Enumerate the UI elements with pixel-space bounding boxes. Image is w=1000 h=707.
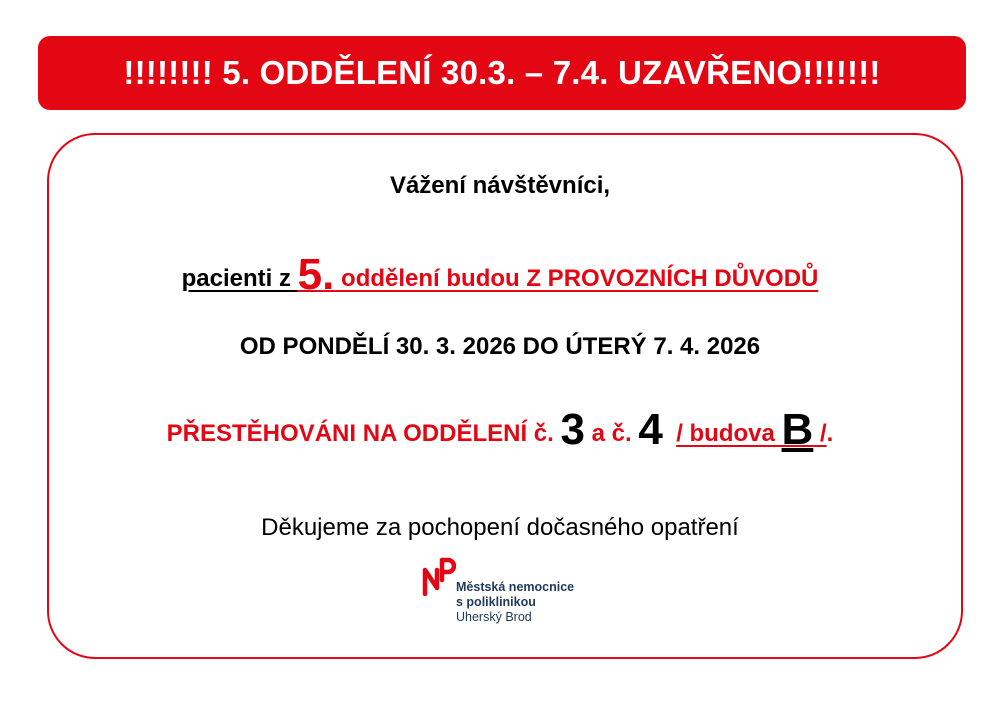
relocation-line bbox=[0, 250, 1000, 300]
building-group bbox=[676, 405, 827, 454]
hospital-logo bbox=[422, 554, 602, 629]
logo-line-2: s poliklinikou bbox=[456, 595, 536, 609]
patients-prefix-text: pacienti z bbox=[181, 265, 298, 292]
hospital-logo-mark-icon bbox=[422, 556, 456, 596]
ward-number: 5. bbox=[297, 250, 335, 299]
destination-line bbox=[0, 405, 1000, 455]
destination-end: . bbox=[826, 420, 834, 447]
greeting: Vážení návštěvníci, bbox=[389, 172, 611, 199]
destination-mid: a č. bbox=[584, 420, 639, 447]
patients-prefix bbox=[182, 265, 298, 292]
hospital-logo-text bbox=[456, 580, 574, 625]
ward-3: 3 bbox=[560, 405, 585, 454]
logo-line-3: Uherský Brod bbox=[456, 610, 532, 624]
building-prefix: / budova bbox=[676, 420, 782, 447]
ward-4: 4 bbox=[638, 405, 663, 454]
ward-number-underline bbox=[297, 250, 819, 299]
closure-banner bbox=[38, 36, 966, 110]
building-suffix: / bbox=[813, 420, 827, 447]
building-letter: B bbox=[781, 405, 814, 454]
banner-text: !!!!!!!! 5. ODDĚLENÍ 30.3. – 7.4. UZAVŘENO!!!!!!! bbox=[123, 54, 881, 91]
destination-prefix: PŘESTĚHOVÁNI NA ODDĚLENÍ č. bbox=[166, 420, 561, 447]
date-range: OD PONDĚLÍ 30. 3. 2026 DO ÚTERÝ 7. 4. 2026 bbox=[239, 333, 761, 360]
thanks-text: Děkujeme za pochopení dočasného opatření bbox=[261, 514, 739, 541]
logo-line-1: Městská nemocnice bbox=[456, 580, 575, 594]
reason-text: oddělení budou Z PROVOZNÍCH DŮVODŮ bbox=[334, 265, 819, 292]
